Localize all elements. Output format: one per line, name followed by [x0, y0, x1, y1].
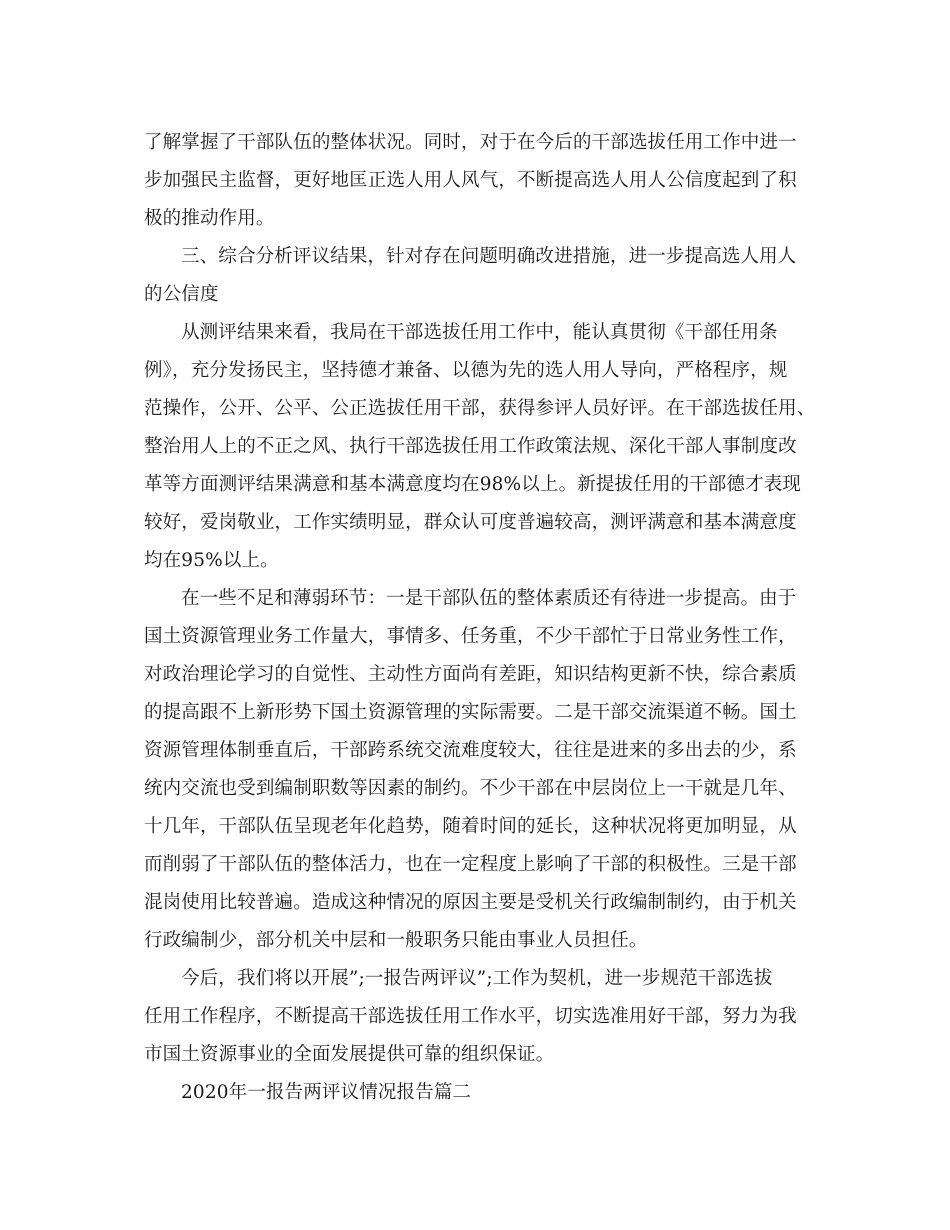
text-line: 统内交流也受到编制职数等因素的制约。不少干部在中层岗位上一干就是几年、 — [144, 778, 797, 799]
text-line: 在一些不足和薄弱环节：一是干部队伍的整体素质还有待进一步提高。由于 — [181, 588, 797, 609]
text-line: 革等方面测评结果满意和基本满意度均在98%以上。新提拔任用的干部德才表现 — [144, 474, 802, 495]
text-line: 整治用人上的不正之风、执行干部选拔任用工作政策法规、深化干部人事制度改 — [144, 436, 797, 457]
text-line: 步加强民主监督，更好地匡正选人用人风气，不断提高选人用人公信度起到了积 — [144, 170, 797, 191]
text-line: 例》，充分发扬民主，坚持德才兼备、以德为先的选人用人导向，严格程序，规 — [144, 360, 788, 381]
text-line: 均在95%以上。 — [144, 550, 279, 571]
text-line: 十几年，干部队伍呈现老年化趋势，随着时间的延长，这种状况将更加明显，从 — [144, 816, 797, 837]
text-line: 的提高跟不上新形势下国土资源管理的实际需要。二是干部交流渠道不畅。国土 — [144, 702, 797, 723]
next-section-title: 2020年一报告两评议情况报告篇二 — [181, 1082, 472, 1103]
text-line: 极的推动作用。 — [144, 208, 275, 229]
section-heading-line: 的公信度 — [144, 284, 219, 305]
text-line: 了解掌握了干部队伍的整体状况。同时，对于在今后的干部选拔任用工作中进一 — [144, 132, 797, 153]
text-line: 任用工作程序，不断提高干部选拔任用工作水平，切实选准用好干部，努力为我 — [144, 1006, 797, 1027]
text-line: 范操作，公开、公平、公正选拔任用干部，获得参评人员好评。在干部选拔任用、 — [144, 398, 816, 419]
text-line: 而削弱了干部队伍的整体活力，也在一定程度上影响了干部的积极性。三是干部 — [144, 854, 797, 875]
text-line: 资源管理体制垂直后，干部跨系统交流难度较大，往往是进来的多出去的少，系 — [144, 740, 797, 761]
text-line: 市国土资源事业的全面发展提供可靠的组织保证。 — [144, 1044, 555, 1065]
text-line: 今后，我们将以开展”;一报告两评议”;工作为契机，进一步规范干部选拔 — [181, 968, 773, 989]
text-line: 对政治理论学习的自觉性、主动性方面尚有差距，知识结构更新不快，综合素质 — [144, 664, 797, 685]
text-line: 从测评结果来看，我局在干部选拔任用工作中，能认真贯彻《干部任用条 — [181, 322, 778, 343]
text-line: 较好，爱岗敬业，工作实绩明显，群众认可度普遍较高，测评满意和基本满意度 — [144, 512, 797, 533]
text-line: 国土资源管理业务工作量大，事情多、任务重，不少干部忙于日常业务性工作， — [144, 626, 797, 647]
document-body — [144, 124, 814, 1112]
text-line: 混岗使用比较普遍。造成这种情况的原因主要是受机关行政编制制约，由于机关 — [144, 892, 797, 913]
section-heading-line: 三、综合分析评议结果，针对存在问题明确改进措施，进一步提高选人用人 — [181, 246, 797, 267]
text-line: 行政编制少，部分机关中层和一般职务只能由事业人员担任。 — [144, 930, 648, 951]
